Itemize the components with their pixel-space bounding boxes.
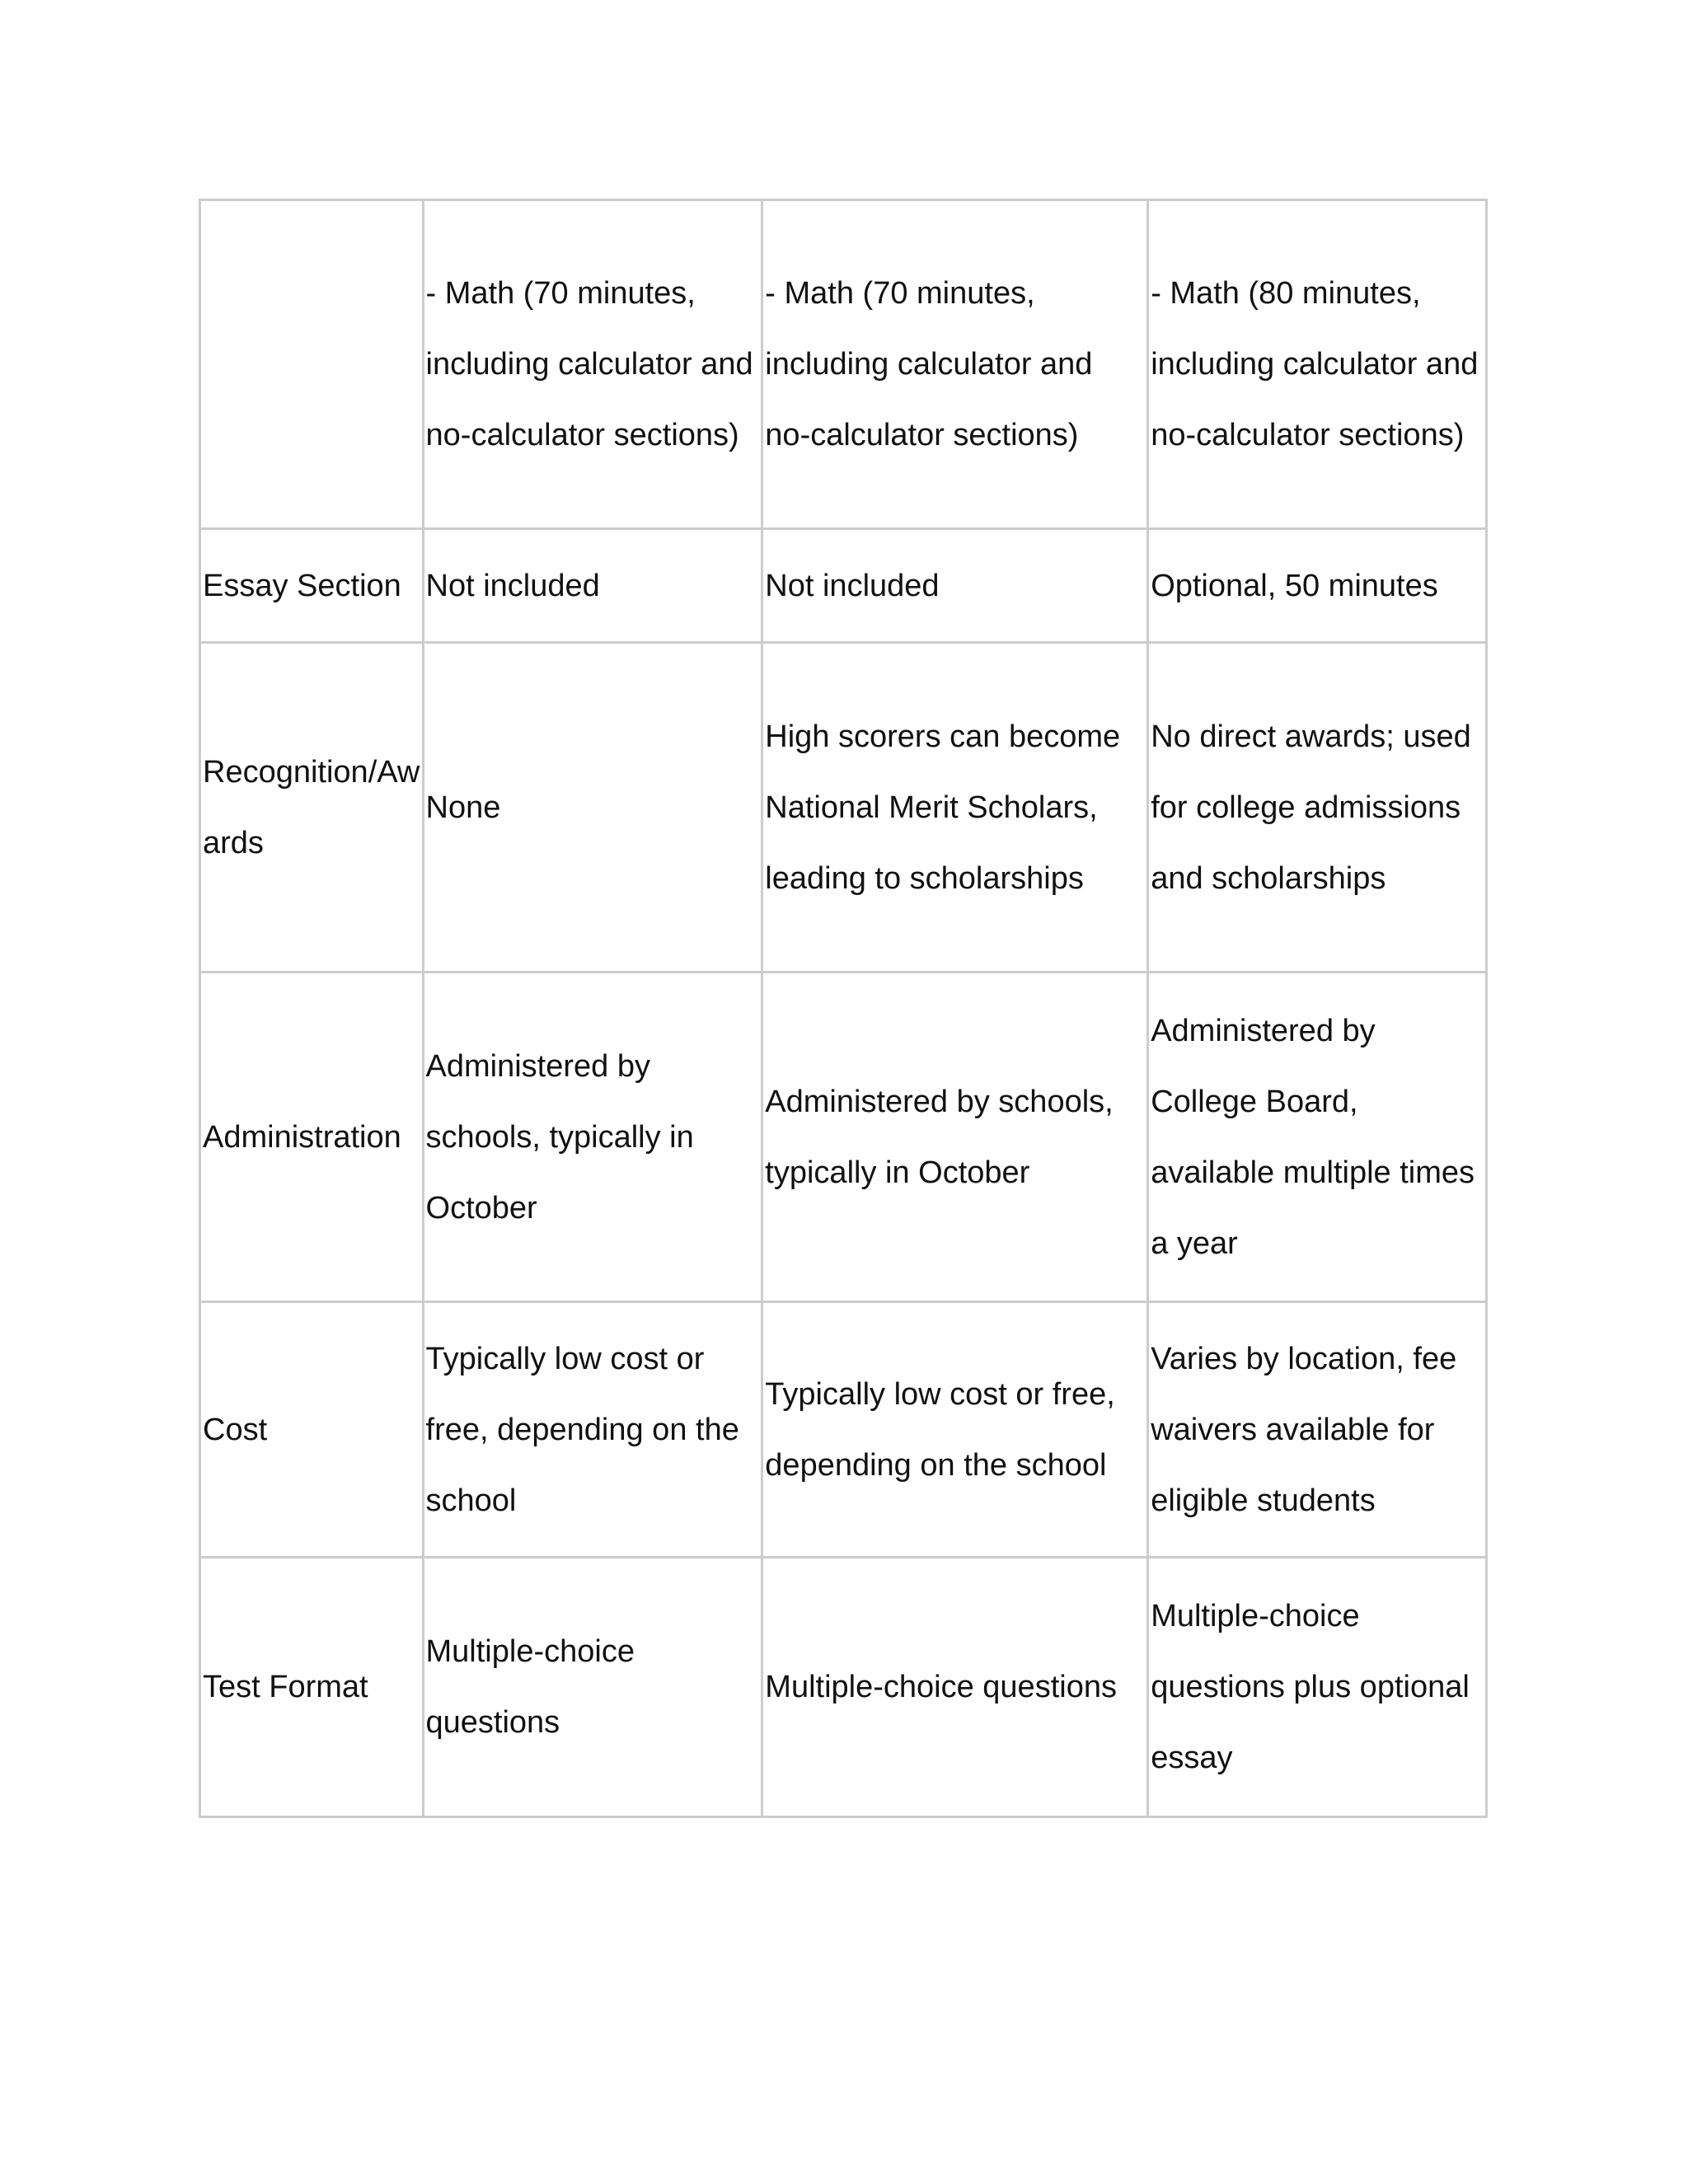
cell-col2: Not included xyxy=(762,529,1148,643)
row-label: Recognition/Awards xyxy=(200,643,424,972)
cell-col2: Typically low cost or free, depending on the school xyxy=(762,1302,1148,1558)
cell-col3: - Math (80 minutes, including calculator and no-calculator sections) xyxy=(1148,200,1487,529)
table-row-recognition xyxy=(200,643,1487,972)
row-label: Test Format xyxy=(200,1558,424,1817)
row-label: Administration xyxy=(200,972,424,1302)
cell-col3: Administered by College Board, available multiple times a year xyxy=(1148,972,1487,1302)
cell-col2: High scorers can become National Merit Scholars, leading to scholarships xyxy=(762,643,1148,972)
row-label xyxy=(200,200,424,529)
cell-col3: Optional, 50 minutes xyxy=(1148,529,1487,643)
cell-col1: Typically low cost or free, depending on the school xyxy=(423,1302,762,1558)
cell-col3: Multiple-choice questions plus optional essay xyxy=(1148,1558,1487,1817)
cell-col3: Varies by location, fee waivers available for eligible students xyxy=(1148,1302,1487,1558)
table-row-cost xyxy=(200,1302,1487,1558)
row-label: Essay Section xyxy=(200,529,424,643)
cell-col1: Administered by schools, typically in October xyxy=(423,972,762,1302)
row-label: Cost xyxy=(200,1302,424,1558)
table-row-test-format xyxy=(200,1558,1487,1817)
cell-col3: No direct awards; used for college admissions and scholarships xyxy=(1148,643,1487,972)
table-row-essay-section xyxy=(200,529,1487,643)
cell-col1: - Math (70 minutes, including calculator and no-calculator sections) xyxy=(423,200,762,529)
table-row-administration xyxy=(200,972,1487,1302)
table-row-math xyxy=(200,200,1487,529)
cell-col2: - Math (70 minutes, including calculator and no-calculator sections) xyxy=(762,200,1148,529)
cell-col2: Administered by schools, typically in October xyxy=(762,972,1148,1302)
cell-col2: Multiple-choice questions xyxy=(762,1558,1148,1817)
cell-col1: Not included xyxy=(423,529,762,643)
cell-col1: None xyxy=(423,643,762,972)
cell-col1: Multiple-choice questions xyxy=(423,1558,762,1817)
comparison-table xyxy=(199,199,1488,1818)
